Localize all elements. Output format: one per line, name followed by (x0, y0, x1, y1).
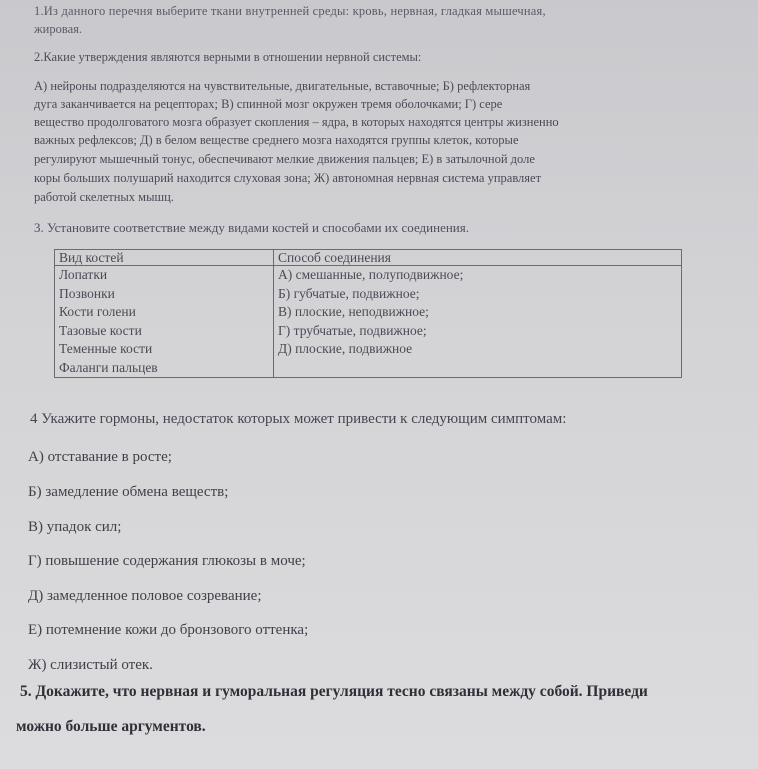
question-2-line: А) нейроны подразделяются на чувствительные, двигательные, вставочные; Б) рефлекторная (34, 79, 531, 93)
question-4-title: 4 Укажите гормоны, недостаток которых может привести к следующим симптомам: (30, 411, 567, 427)
question-4-option: Д) замедленное половое созревание; (28, 588, 262, 604)
question-4-option: Е) потемнение кожи до бронзового оттенка; (28, 622, 309, 638)
joint-type: Д) плоские, подвижное (278, 341, 413, 356)
bones-table (54, 249, 682, 378)
bone-type: Позвонки (59, 285, 115, 301)
bone-type: Тазовые кости (59, 322, 142, 338)
question-1-line-2: жировая. (34, 22, 82, 36)
question-2-line: дуга заканчивается на рецепторах; В) спинной мозг окружен тремя оболочками; Г) сере (34, 97, 503, 111)
bone-type: Лопатки (59, 267, 108, 282)
question-2-line: регулируют мышечный тонус, обеспечивают мелкие движения пальцев; Е) в затылочной доле (34, 152, 535, 166)
question-2-line: вещество продолговатого мозга образует скопления – ядра, в которых находятся центры жизненно (34, 115, 559, 129)
bone-type: Теменные кости (59, 341, 153, 356)
question-2-title: 2.Какие утверждения являются верными в отношении нервной системы: (34, 50, 422, 64)
joint-type: Б) губчатые, подвижное; (278, 285, 420, 301)
table-row (55, 266, 682, 378)
bone-types-cell (55, 266, 274, 378)
question-1-line-1: 1.Из данного перечня выберите ткани внутренней среды: кровь, нервная, гладкая мышечная, (34, 4, 546, 18)
bone-type: Кости голени (59, 304, 136, 319)
question-4-option: А) отставание в росте; (28, 449, 172, 465)
joint-type: А) смешанные, полуподвижное; (278, 267, 464, 282)
question-5-line-1: 5. Докажите, что нервная и гуморальная регуляция тесно связаны между собой. Приведи (20, 683, 648, 700)
question-4-option: Б) замедление обмена веществ; (28, 484, 229, 500)
table-header-row (55, 250, 682, 266)
bone-type: Фаланги пальцев (59, 359, 158, 375)
question-4-option: Ж) слизистый отек. (28, 657, 153, 673)
joint-type: В) плоские, неподвижное; (278, 304, 429, 319)
question-2-line: работой скелетных мышц. (34, 190, 174, 204)
question-2-line: коры больших полушарий находится слуховая зона; Ж) автономная нервная система управляет (34, 171, 542, 185)
question-5-line-2: можно больше аргументов. (16, 718, 206, 735)
question-4-option: В) упадок сил; (28, 519, 122, 535)
joint-types-cell (274, 266, 682, 378)
question-3-title: 3. Установите соответствие между видами костей и способами их соединения. (34, 220, 469, 235)
question-2-line: важных рефлексов; Д) в белом веществе среднего мозга находятся группы клеток, которые (34, 133, 519, 147)
column-header-joint-type: Способ соединения (274, 250, 682, 266)
column-header-bone-type: Вид костей (55, 250, 274, 266)
joint-type: Г) трубчатые, подвижное; (278, 322, 427, 338)
question-4-option: Г) повышение содержания глюкозы в моче; (28, 553, 306, 569)
